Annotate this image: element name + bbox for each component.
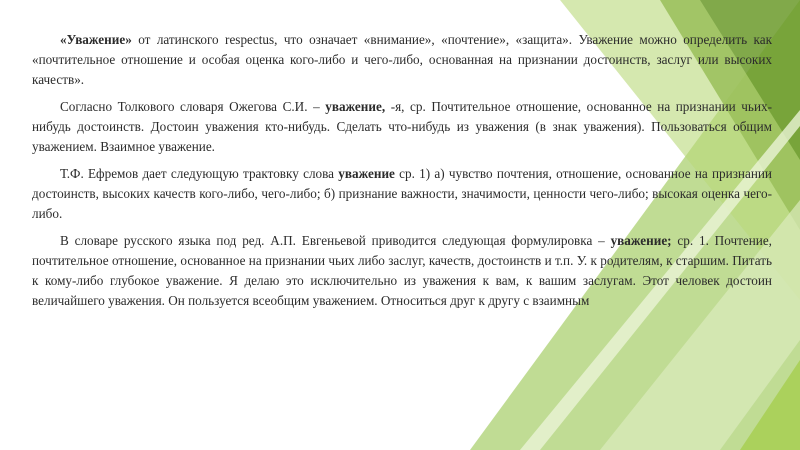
term-evgenieva: уважение; [610, 233, 672, 248]
paragraph-2-text: -я, ср. Почтительное отношение, основанное на признании чьих-нибудь достоинств. Достоин уважения кто-нибудь. Сделать что-нибудь из уважения (в знак уважения). Пользоваться общим уважением. Взаимное уважение. [32, 99, 772, 154]
term-uvazhenie: «Уважение» [60, 32, 132, 47]
paragraph-3-text: ср. 1) а) чувство почтения, отношение, основанное на признании достоинств, высоких качеств кого-либо, чего-либо; б) признание важности, значимости, ценности чего-либо; высокая оценка чего-либо. [32, 166, 772, 221]
paragraph-2-intro: Согласно Толкового словаря Ожегова С.И. – [60, 99, 326, 114]
term-ozhegov: уважение, [325, 99, 386, 114]
paragraph-4-text: ср. 1. Почтение, почтительное отношение, основанное на признании чьих либо заслуг, качеств, достоинств и т.п. У. к родителям, к старшим. Питать к кому-либо глубокое уважение. Я делаю это исключительно из уважения к вам, к вашим заслугам. Этот человек достоин величайшего уважения. Он пользуется всеобщим уважением. Относиться друг к другу с взаимным [32, 233, 772, 308]
text-body [32, 30, 772, 318]
paragraph-1 [32, 30, 772, 90]
paragraph-3-intro: Т.Ф. Ефремов дает следующую трактовку слова [60, 166, 339, 181]
paragraph-3 [32, 164, 772, 224]
paragraph-4 [32, 231, 772, 311]
paragraph-4-intro: В словаре русского языка под ред. А.П. Евгеньевой приводится следующая формулировка – [60, 233, 611, 248]
paragraph-2 [32, 97, 772, 157]
term-efremov: уважение [338, 166, 395, 181]
paragraph-1-text: от латинского respectus, что означает «внимание», «почтение», «защита». Уважение можно определить как «почтительное отношение и особая оценка кого-либо и чего-либо, основанная на признании достоинств, заслуг или высоких качеств». [32, 32, 772, 87]
